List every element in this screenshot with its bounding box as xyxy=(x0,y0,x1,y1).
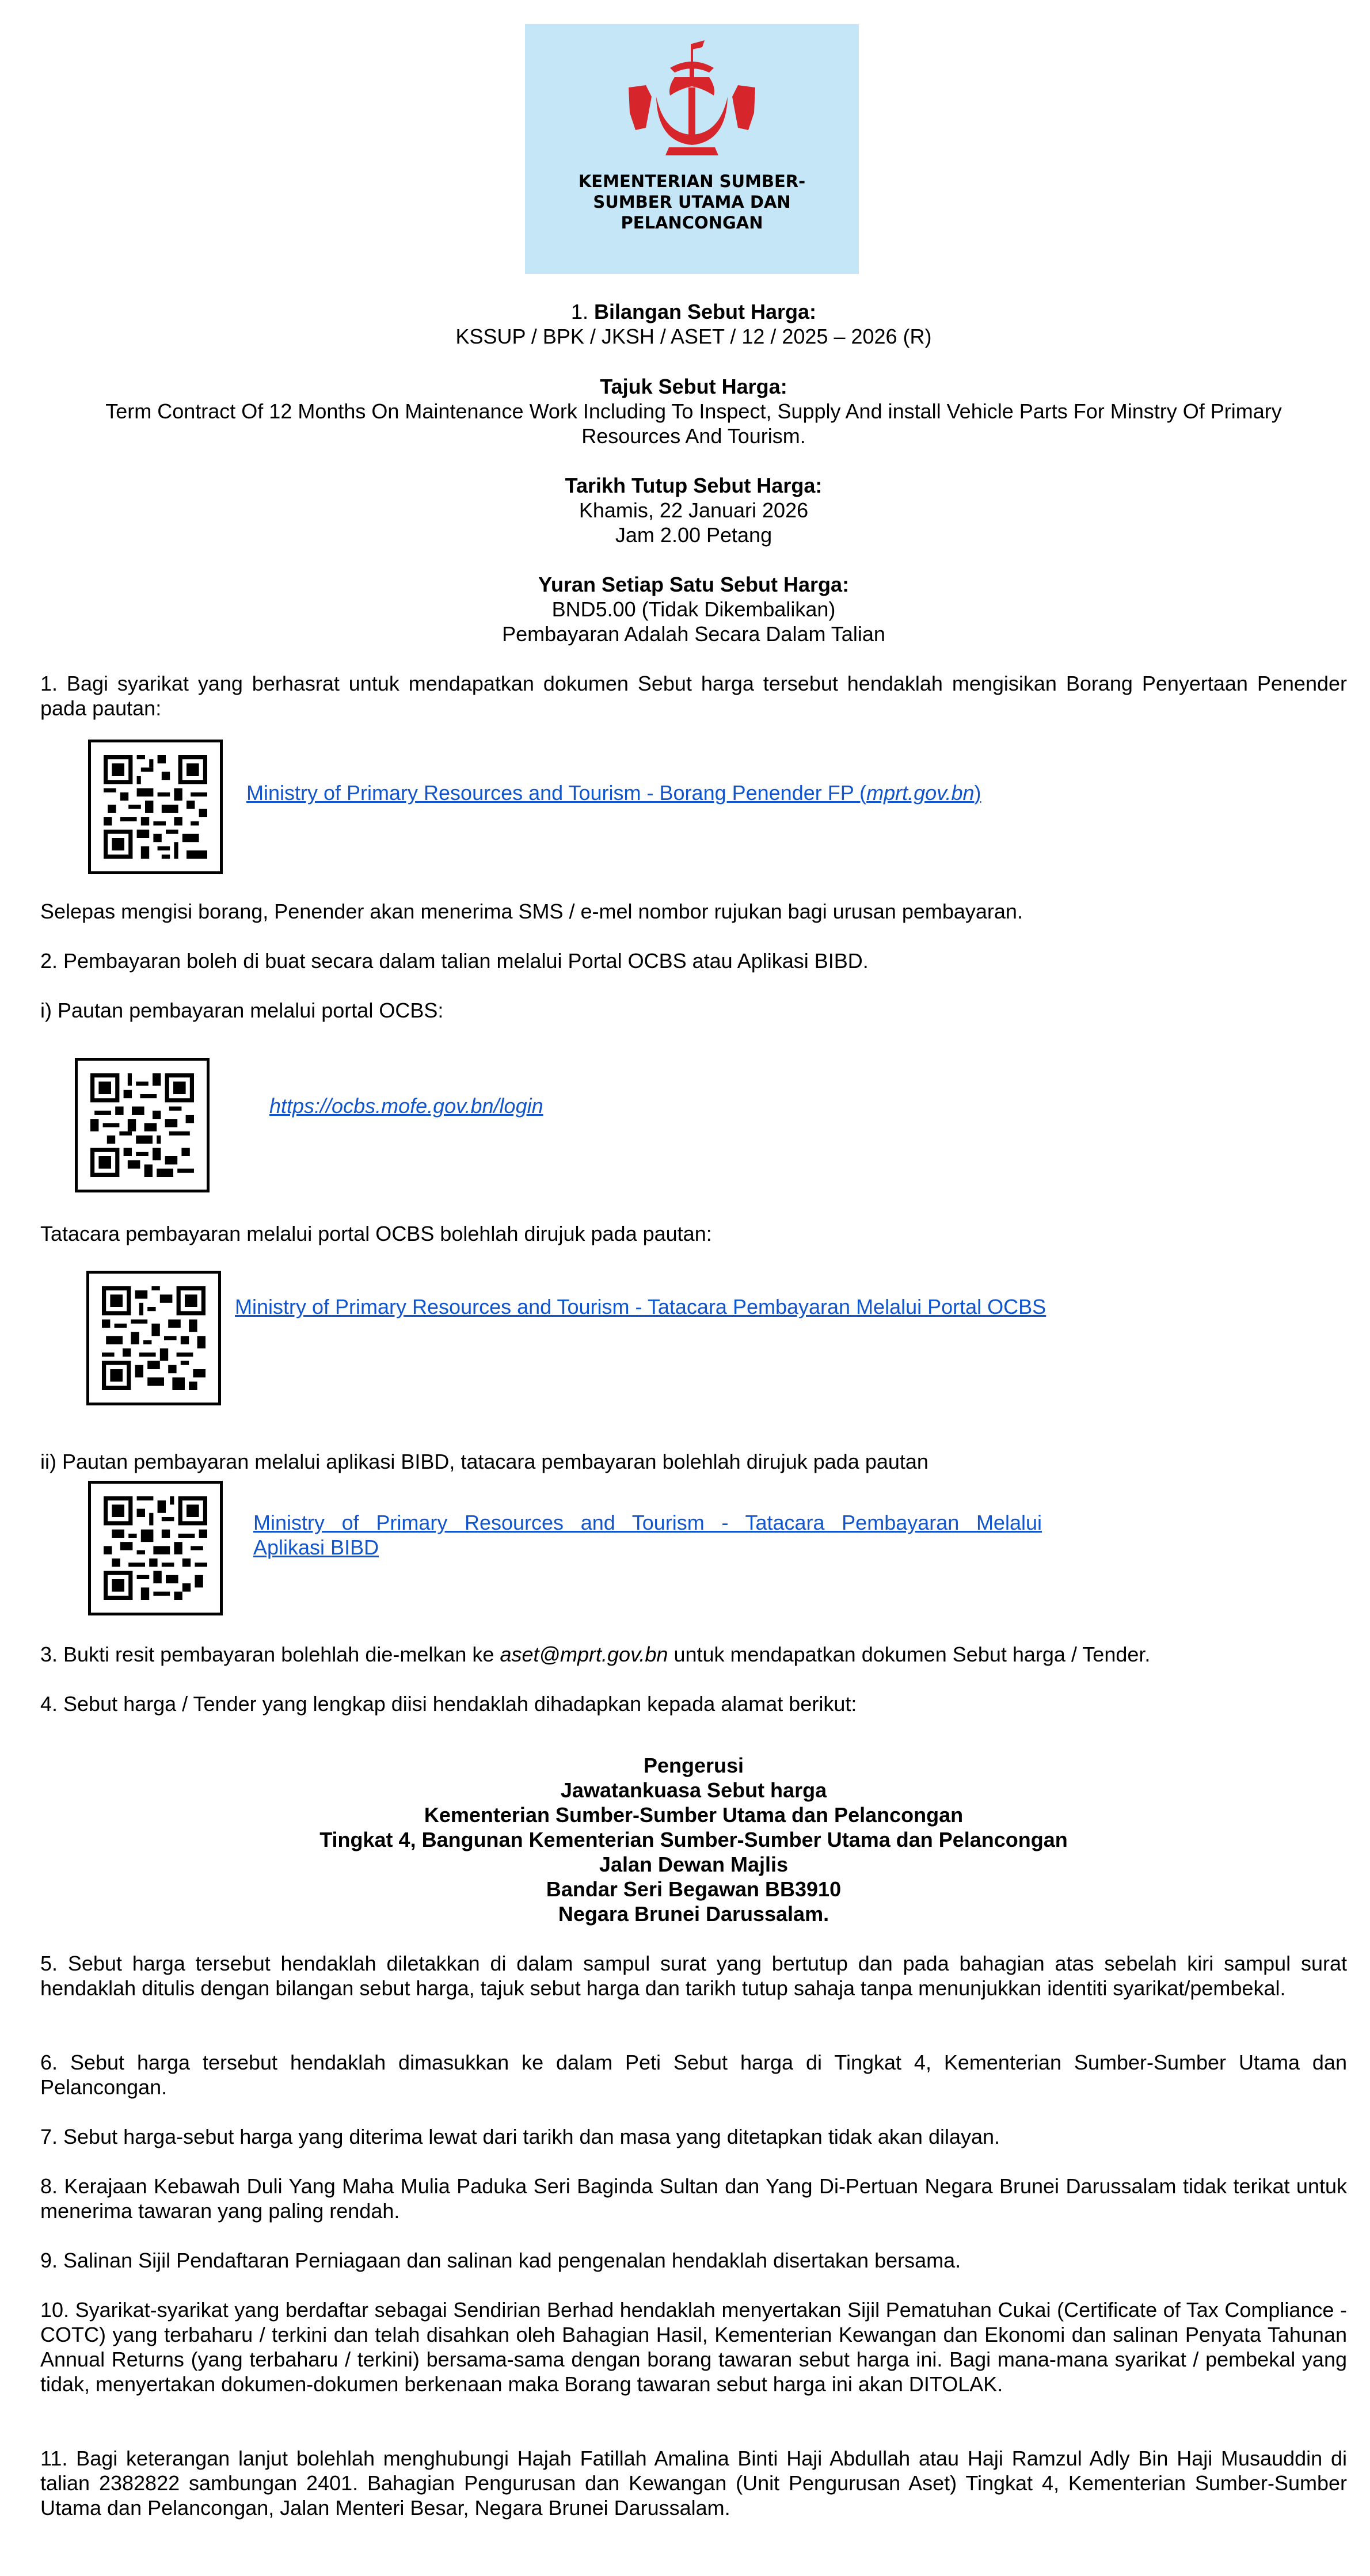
paragraph-9: 9. Salinan Sijil Pendaftaran Perniagaan dan salinan kad pengenalan hendaklah disertakan bersama. xyxy=(40,2249,961,2272)
paragraph-6: 6. Sebut harga tersebut hendaklah dimasukkan ke dalam Peti Sebut harga di Tingkat 4, Kementerian Sumber-Sumber Utama dan Pelancongan. xyxy=(40,2051,1347,2099)
tarikh-label: Tarikh Tutup Sebut Harga: xyxy=(565,474,823,497)
paragraph-4: 4. Sebut harga / Tender yang lengkap diisi hendaklah dihadapkan kepada alamat berikut: xyxy=(40,1692,857,1716)
bilangan-value: KSSUP / BPK / JKSH / ASET / 12 / 2025 – 2026 (R) xyxy=(455,325,932,348)
tarikh-time: Jam 2.00 Petang xyxy=(615,523,772,547)
bilangan-label: 1. Bilangan Sebut Harga: xyxy=(570,300,817,323)
qr-code-icon xyxy=(102,1286,205,1390)
paragraph-8: 8. Kerajaan Kebawah Duli Yang Maha Mulia Paduka Seri Baginda Sultan dan Yang Di-Pertuan Negara Brunei Darussalam tidak terikat untuk menerima tawaran yang paling rendah. xyxy=(40,2174,1347,2223)
link-tatacara-bibd-line1[interactable]: Ministry of Primary Resources and Tourism - Tatacara Pembayaran Melalui xyxy=(253,1511,1042,1534)
qr-code-tatacara-ocbs[interactable] xyxy=(86,1271,221,1405)
yuran-amount: BND5.00 (Tidak Dikembalikan) xyxy=(551,597,836,621)
qr-code-icon xyxy=(104,1496,207,1600)
qr-code-ocbs[interactable] xyxy=(75,1058,210,1192)
tajuk-line1: Term Contract Of 12 Months On Maintenance Work Including To Inspect, Supply And install Vehicle Parts For Minstry Of Primary xyxy=(105,399,1282,423)
link-ocbs-login[interactable]: https://ocbs.mofe.gov.bn/login xyxy=(269,1094,543,1118)
paragraph-10: 10. Syarikat-syarikat yang berdaftar sebagai Sendirian Berhad hendaklah menyertakan Sijil Pematuhan Cukai (Certificate of Tax Compliance - COTC) yang terbaharu / terkini dan telah disahkan oleh Bahagian Hasil, Kementerian Kewangan dan Ekonomi dan salinan Penyata Tahunan Annual Returns (yang terbaharu / terkini) bersama-sama dengan borang tawaran sebut harga ini. Bagi mana-mana syarikat / pembekal yang tidak, menyertakan dokumen-dokumen berkenaan maka Borang tawaran sebut harga ini akan DITOLAK. xyxy=(40,2298,1347,2396)
logo-text: KEMENTERIAN SUMBER- SUMBER UTAMA DAN PELANCONGAN xyxy=(578,172,806,233)
paragraph-7: 7. Sebut harga-sebut harga yang diterima lewat dari tarikh dan masa yang ditetapkan tidak akan dilayan. xyxy=(40,2125,1000,2148)
link-borang-penender[interactable]: Ministry of Primary Resources and Tourism - Borang Penender FP (mprt.gov.bn) xyxy=(246,781,981,805)
paragraph-tatacara: Tatacara pembayaran melalui portal OCBS bolehlah dirujuk pada pautan: xyxy=(40,1222,712,1245)
paragraph-2-i: i) Pautan pembayaran melalui portal OCBS: xyxy=(40,999,444,1022)
email-address: aset@mprt.gov.bn xyxy=(500,1643,668,1666)
tarikh-date: Khamis, 22 Januari 2026 xyxy=(579,498,809,522)
link-tatacara-bibd-line2[interactable]: Aplikasi BIBD xyxy=(253,1535,379,1559)
brunei-emblem-icon xyxy=(606,32,778,165)
link-tatacara-ocbs[interactable]: Ministry of Primary Resources and Tourism - Tatacara Pembayaran Melalui Portal OCBS xyxy=(235,1295,1046,1319)
paragraph-5: 5. Sebut harga tersebut hendaklah diletakkan di dalam sampul surat yang bertutup dan pada bahagian atas sebelah kiri sampul surat hendaklah ditulis dengan bilangan sebut harga, tajuk sebut harga dan tarikh tutup sahaja tanpa menunjukkan identiti syarikat/pembekal. xyxy=(40,1952,1347,2000)
paragraph-3: 3. Bukti resit pembayaran bolehlah die-melkan ke aset@mprt.gov.bn untuk mendapatkan dokumen Sebut harga / Tender. xyxy=(40,1643,1151,1666)
tajuk-label: Tajuk Sebut Harga: xyxy=(600,375,787,398)
qr-code-borang[interactable] xyxy=(88,740,223,874)
yuran-note: Pembayaran Adalah Secara Dalam Talian xyxy=(502,622,885,646)
tajuk-line2: Resources And Tourism. xyxy=(581,424,806,448)
qr-code-icon xyxy=(104,755,207,859)
paragraph-11: 11. Bagi keterangan lanjut bolehlah menghubungi Hajah Fatillah Amalina Binti Haji Abdullah atau Haji Ramzul Adly Bin Haji Musauddin di talian 2382822 sambungan 2401. Bahagian Pengurusan dan Kewangan (Unit Pengurusan Aset) Tingkat 4, Kementerian Sumber-Sumber Utama dan Pelancongan, Jalan Menteri Besar, Negara Brunei Darussalam. xyxy=(40,2447,1347,2520)
paragraph-after-form: Selepas mengisi borang, Penender akan menerima SMS / e-mel nombor rujukan bagi urusan pembayaran. xyxy=(40,900,1023,923)
paragraph-2-ii: ii) Pautan pembayaran melalui aplikasi BIBD, tatacara pembayaran bolehlah dirujuk pada pautan xyxy=(40,1450,928,1473)
qr-code-icon xyxy=(90,1073,194,1177)
qr-code-tatacara-bibd[interactable] xyxy=(88,1481,223,1615)
ministry-logo xyxy=(525,24,859,274)
yuran-label: Yuran Setiap Satu Sebut Harga: xyxy=(538,573,850,596)
paragraph-2: 2. Pembayaran boleh di buat secara dalam talian melalui Portal OCBS atau Aplikasi BIBD. xyxy=(40,949,869,973)
paragraph-1: 1. Bagi syarikat yang berhasrat untuk mendapatkan dokumen Sebut harga tersebut hendaklah mengisikan Borang Penyertaan Penender pada pautan: xyxy=(40,672,1347,720)
